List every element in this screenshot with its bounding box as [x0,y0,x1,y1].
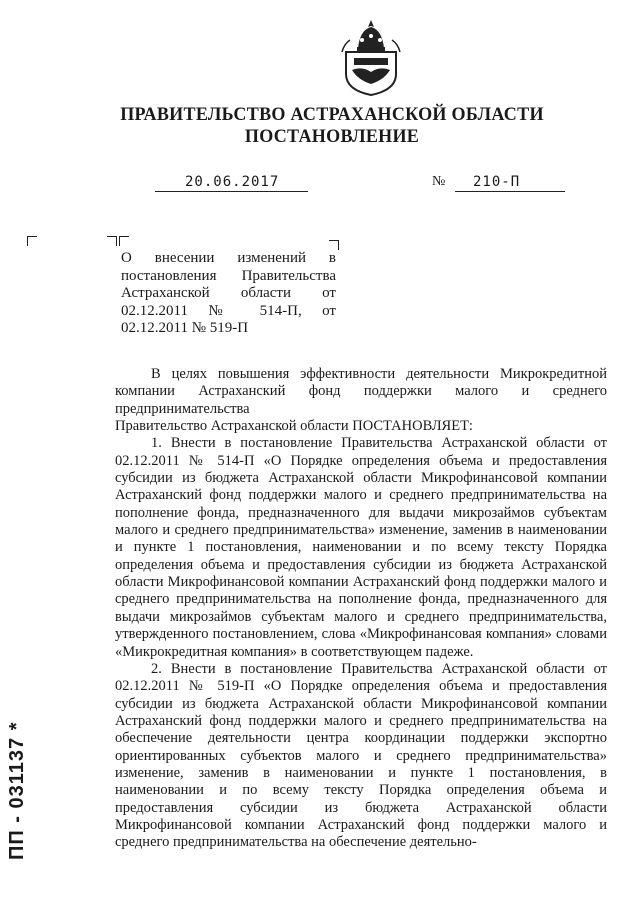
side-registration-code: ПП - 031137 * [6,721,28,860]
item-1-paragraph: 1. Внести в постановление Правительства Астраханской области от 02.12.2011 № 514-П «О Порядке определения объема и предоставления субсидии из бюджета Астраханской области Микрофинансовой компании Астраханский фонд поддержки малого и среднего предпринимательства на пополнение фонда, предназначенного для выдачи микрозаймов субъектам малого и среднего предпринимательства» изменение, заменив в наименовании и пункте 1 постановления, наименовании и по всему тексту Порядка определения объема и предоставления субсидии из бюджета Астраханской области Микрофинансовой компании Астраханский фонд поддержки малого и среднего предпринимательства на пополнение фонда, предназначенного для выдачи микрозаймов субъектам малого и среднего предпринимательства, утвержденного постановлением, слова «Микрофинансовая компания» словами «Микрокредитная компания» в соответствующем падеже. [115,435,607,660]
preamble-paragraph: В целях повышения эффективности деятельности Микрокредитной компании Астраханский фонд поддержки малого и среднего предпринимательства [115,366,607,417]
document-subject: О внесении изменений в постановления Правительства Астраханской области от 02.12.2011 № 514-П, от 02.12.2011 № 519-П [121,250,336,336]
subject-bracket-left-inner [119,236,129,246]
document-number: 210-П [473,174,521,190]
document-type-title: ПОСТАНОВЛЕНИЕ [244,126,420,147]
document-date: 20.06.2017 [185,174,280,190]
resolution-line: Правительство Астраханской области ПОСТАНОВЛЯЕТ: [115,418,473,435]
number-label: № [432,174,446,189]
number-underline [455,191,565,192]
item-2-paragraph: 2. Внести в постановление Правительства Астраханской области от 02.12.2011 № 519-П «О Порядке определения объема и предоставления субсидии из бюджета Астраханской области Микрофинансовой компании Астраханский фонд поддержки малого и среднего предпринимательства на обеспечение деятельности центра координации поддержки экспортно ориентированных субъектов малого и среднего предпринимательства» изменение, заменив в наименовании и пункте 1 постановления, в наименовании и по всему тексту Порядка определения объема и предоставления субсидии из бюджета Астраханской области Микрофинансовой компании Астраханский фонд поддержки малого и среднего предпринимательства на обеспечение деятельно- [115,660,607,851]
subject-bracket-left-outer [107,236,117,246]
document-body [115,366,607,852]
left-margin-bracket [27,236,37,246]
coat-of-arms-emblem [340,18,402,96]
date-underline [155,191,308,192]
organization-title: ПРАВИТЕЛЬСТВО АСТРАХАНСКОЙ ОБЛАСТИ [120,104,544,125]
subject-bracket-right [329,240,339,250]
